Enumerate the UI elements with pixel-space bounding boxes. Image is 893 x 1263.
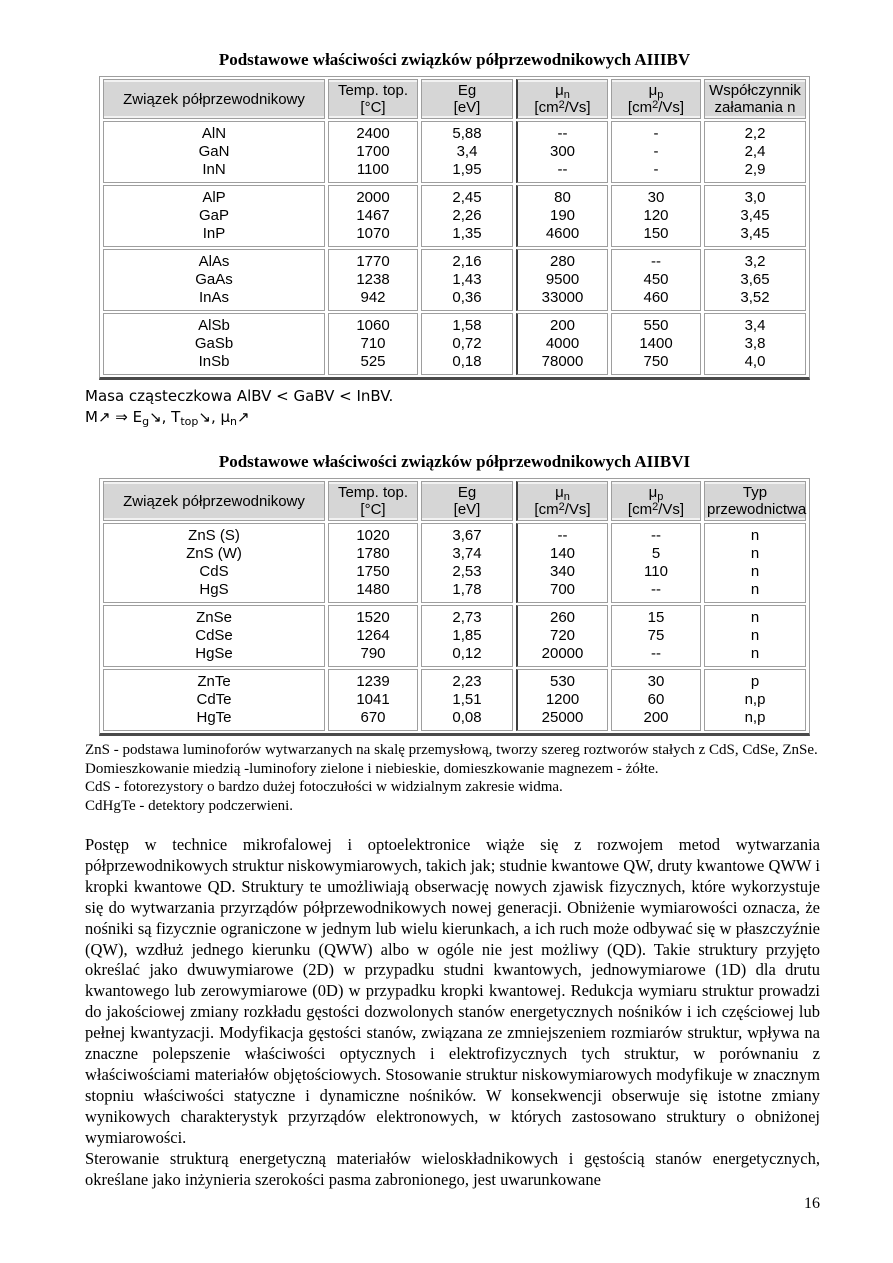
table-cell: n n n n [704,523,806,603]
table-cell: 2400 1700 1100 [328,121,418,183]
molecular-mass-note: Masa cząsteczkowa AlBV < GaBV < InBV. [85,387,394,405]
table-cell: 550 1400 750 [611,313,701,375]
table-cell: ZnS (S) ZnS (W) CdS HgS [103,523,325,603]
table-cell: 2,16 1,43 0,36 [421,249,513,311]
table-cell: -- 450 460 [611,249,701,311]
column-header: $\mu_n$ $[cm^2/Vs]$ [516,79,608,119]
table-cell: 2,23 1,51 0,08 [421,669,513,731]
table-cell: 200 4000 78000 [516,313,608,375]
column-header: Eg [eV] [421,481,513,521]
column-header: Temp. top. [°C] [328,79,418,119]
footnote-cdhgte: CdHgTe - detektory podczerwieni. [85,797,294,814]
semiconductor-table-aiibvi [99,478,810,736]
column-header: $\mu_n$ $[cm^2/Vs]$ [516,481,608,521]
table-row [103,121,806,183]
body-text [85,835,820,1190]
table-cell: 2,45 2,26 1,35 [421,185,513,247]
table1-remarks [85,386,820,428]
table-cell: 15 75 -- [611,605,701,667]
column-header: Związek półprzewodnikowy [103,481,325,521]
column-header: Eg [eV] [421,79,513,119]
page-number: 16 [804,1195,820,1212]
table-cell: -- 140 340 700 [516,523,608,603]
footnote-doping: Domieszkowanie miedzią -luminofory zielone i niebieskie, domieszkowanie magnezem - żółte. [85,760,659,777]
table-cell: 530 1200 25000 [516,669,608,731]
table-cell: 3,67 3,74 2,53 1,78 [421,523,513,603]
table-cell: 2,2 2,4 2,9 [704,121,806,183]
table-header-row [103,481,806,521]
column-header: $\mu_p$ $[cm^2/Vs]$ [611,79,701,119]
table-cell: 1,58 0,72 0,18 [421,313,513,375]
table-cell: 2000 1467 1070 [328,185,418,247]
table-cell: 1020 1780 1750 1480 [328,523,418,603]
table-cell: 1239 1041 670 [328,669,418,731]
table-cell: - - - [611,121,701,183]
table-cell: 280 9500 33000 [516,249,608,311]
table-cell: AlSb GaSb InSb [103,313,325,375]
table-cell: -- 5 110 -- [611,523,701,603]
footnote-zns: ZnS - podstawa luminoforów wytwarzanych na skalę przemysłową, tworzy szereg roztworów stałych z CdS, CdSe, ZnSe. [85,742,818,758]
mass-trend-relation: M↗ ⇒ $E_g↘$, $T_{top}↘$, $\mu_n↗$ [85,408,250,428]
table-cell: 1770 1238 942 [328,249,418,311]
column-header: Związek półprzewodnikowy [103,79,325,119]
table-cell: -- 300 -- [516,121,608,183]
table-row [103,185,806,247]
column-header: Temp. top. [°C] [328,481,418,521]
table-cell: 5,88 3,4 1,95 [421,121,513,183]
table2-block [99,452,810,736]
column-header: Współczynnik załamania n [704,79,806,119]
table-row [103,249,806,311]
table-cell: AlAs GaAs InAs [103,249,325,311]
table-cell: 260 720 20000 [516,605,608,667]
column-header: $\mu_p$ $[cm^2/Vs]$ [611,481,701,521]
table-cell: AlP GaP InP [103,185,325,247]
table1-title: Podstawowe właściwości związków półprzewodnikowych AIIIBV [218,50,691,69]
table-cell: p n,p n,p [704,669,806,731]
body-paragraph-2: Sterowanie strukturą energetyczną materiałów wieloskładnikowych i gęstością stanów energetycznych, określane jako inżynieria szerokości pasma zabronionego, jest uwarunkowane [85,1148,820,1189]
table-cell: 30 60 200 [611,669,701,731]
table-row [103,669,806,731]
table-cell: 1520 1264 790 [328,605,418,667]
table1-block [99,50,810,380]
table-cell: 1060 710 525 [328,313,418,375]
table-cell: 3,4 3,8 4,0 [704,313,806,375]
table-row [103,605,806,667]
semiconductor-table-aiiibv [99,76,810,380]
table-row [103,313,806,375]
table-cell: ZnTe CdTe HgTe [103,669,325,731]
table2-title: Podstawowe właściwości związków półprzewodnikowych AIIBVI [218,452,691,471]
table-cell: AlN GaN InN [103,121,325,183]
table-cell: 30 120 150 [611,185,701,247]
table-cell: 80 190 4600 [516,185,608,247]
table-cell: 2,73 1,85 0,12 [421,605,513,667]
body-paragraph-1: Postęp w technice mikrofalowej i optoelektronice wiąże się z rozwojem metod wytwarzania półprzewodnikowych struktur niskowymiarowych, takich jak; studnie kwantowe QW, druty kwantowe QWW i kropki kwantowe QD. Struktury te umożliwiają obserwację nowych zjawisk fizycznych, które wykorzystuje się do wytwarzania przyrządów półprzewodnikowych nowej generacji. Obniżenie wymiarowości oznacza, że nośniki są fizycznie ograniczone w jednym lub wielu kierunkach, a ich ruch może odbywać się w płaszczyźnie (QW), wzdłuż jednego kierunku (QWW) albo w ogóle nie jest możliwy (QD). Takie struktury przyjęto określać jako dwuwymiarowe (2D) w przypadku studni kwantowych, jednowymiarowe (1D) dla drutu kwantowego lub zerowymiarowe (0D) w przypadku kropki kwantowej. Redukcja wymiaru struktur prowadzi do jakościowej zmiany rozkładu gęstości dozwolonych stanów energetycznych nośników i ich częściowej lub pełnej kwantyzacji. Modyfikacja gęstości stanów, związana ze zmniejszeniem rozmiarów struktur, wpływa na znaczne polepszenie właściwości optycznych i elektrofizycznych tych struktur, w porównaniu z właściwościami materiałów objętościowych. Stosowanie struktur niskowymiarowych modyfikuje w znacznym stopniu właściwości statyczne i dynamiczne nośników. W konsekwencji obserwuje się istotne zmiany wynikowych charakterystyk przyrządów elektronowych, w których zastosowano struktury o obniżonej wymiarowości. [85,835,820,1147]
footnote-cds: CdS - fotorezystory o bardzo dużej fotoczułości w widzialnym zakresie widma. [85,779,563,795]
table-cell: 3,0 3,45 3,45 [704,185,806,247]
table-row [103,523,806,603]
table-cell: ZnSe CdSe HgSe [103,605,325,667]
table-cell: 3,2 3,65 3,52 [704,249,806,311]
column-header: Typ przewodnictwa [704,481,806,521]
table2-footnotes [85,741,820,815]
table-header-row [103,79,806,119]
table-cell: n n n [704,605,806,667]
